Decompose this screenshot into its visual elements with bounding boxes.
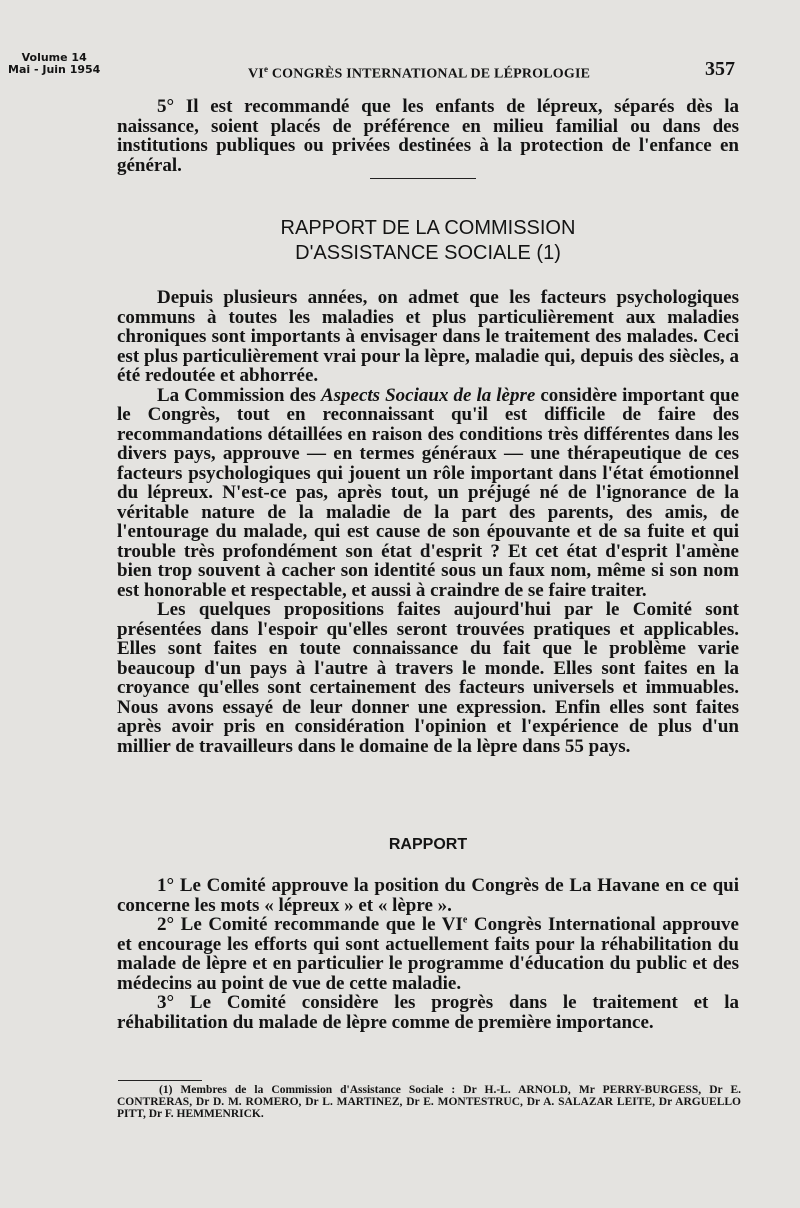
rapport-item-2-rest: Congrès International approuve et encourage les efforts qui sont actuellement faits pour la réhabilitation du malade de lèpre et en particulier le programme d'éducation du public et des médecins au point de vue de cette maladie. xyxy=(117,914,739,994)
rapport-items xyxy=(117,876,739,1032)
rapport-item-2 xyxy=(117,915,739,993)
running-title-prefix: VI xyxy=(248,66,264,82)
rapport-item-3: 3° Le Comité considère les progrès dans le traitement et la réhabilitation du malade de lèpre comme de première importance. xyxy=(117,992,739,1033)
rapport-heading: RAPPORT xyxy=(388,836,468,853)
paragraph-2-rest: considère important que le Congrès, tout en reconnaissant qu'il est difficile de faire des recommandations détaillées en raison des conditions très différentes dans les divers pays, approuve — en termes généraux — une thérapeutique de ces facteurs psychologiques qui jouent un rôle important dans l'état émotionnel du lépreux. N'est-ce pas, après tout, un préjugé né de l'ignorance de la véritable nature de la maladie de la part des parents, des amis, de l'entourage du malade, qui est cause de son épouvante et de sa fuite et qui trouble très profondément son état d'esprit ? Et cet état d'esprit l'amène bien trop souvent à cacher son identité sous un faux nom, même si son nom est honorable et respectable, et aussi à craindre de se faire traiter. xyxy=(117,384,740,601)
commission-name: Aspects Sociaux de la lèpre xyxy=(320,384,536,406)
footnote-text: (1) Membres de la Commission d'Assistance Sociale : Dr H.-L. ARNOLD, Mr PERRY-BURGESS, Dr E. CONTRERAS, Dr D. M. ROMERO, Dr L. MARTINEZ, Dr E. MONTESTRUC, Dr A. SALAZAR LEITE, Dr ARGUELLO PITT, Dr F. HEMMENRICK. xyxy=(117,1084,741,1120)
main-text xyxy=(117,288,739,756)
paragraph-3: Les quelques propositions faites aujourd'hui par le Comité sont présentées dans l'espoir qu'elles seront trouvées pratiques et applicables. Elles sont faites en toute connaissance du fait que le problème varie beaucoup d'un pays à l'autre à travers le monde. Elles sont faites en la croyance qu'elles sont certainement des facteurs universels et immuables. Nous avons essayé de leur donner une expression. Enfin elles sont faites après avoir pris en considération l'opinion et l'expérience de plus d'un millier de travailleurs dans le domaine de la lèpre dans 55 pays. xyxy=(117,599,739,757)
rapport-item-1: 1° Le Comité approuve la position du Congrès de La Havane en ce qui concerne les mots « lépreux » et « lèpre ». xyxy=(117,875,739,916)
rapport-item-2-start: 2° Le Comité recommande que le VI xyxy=(157,914,463,935)
volume-label: Volume 14 xyxy=(21,51,87,64)
volume-info xyxy=(8,52,100,76)
intro-paragraph: 5° Il est recommandé que les enfants de lépreux, séparés dès la naissance, soient placés de préférence en milieu familial ou dans des institutions publiques ou privées destinées à la protection de l'enfance en général. xyxy=(117,96,739,176)
issue-date: Mai - Juin 1954 xyxy=(8,63,101,76)
page-number: 357 xyxy=(705,58,735,80)
running-title xyxy=(248,64,590,83)
paragraph-2 xyxy=(117,386,739,601)
running-title-rest: CONGRÈS INTERNATIONAL DE LÉPROLOGIE xyxy=(268,66,591,82)
rapport-item-2-sup: e xyxy=(462,914,468,926)
paragraph-1: Depuis plusieurs années, on admet que les facteurs psychologiques communs à toutes les maladies et plus particulièrement aux maladies chroniques sont importants à envisager dans le traitement des malades. Ceci est plus particulièrement vrai pour la lèpre, maladie qui, depuis des siècles, a été redoutée et abhorrée. xyxy=(117,287,739,386)
running-title-sup: e xyxy=(263,64,269,74)
paragraph-2-start: La Commission des xyxy=(157,384,321,406)
section-title xyxy=(117,216,739,266)
footnote xyxy=(117,1084,741,1120)
section-title-line-1: RAPPORT DE LA COMMISSION xyxy=(280,217,576,239)
section-title-line-2: D'ASSISTANCE SOCIALE (1) xyxy=(295,242,561,264)
section-divider xyxy=(370,178,476,179)
footnote-rule xyxy=(118,1080,202,1081)
intro-block xyxy=(117,97,739,175)
